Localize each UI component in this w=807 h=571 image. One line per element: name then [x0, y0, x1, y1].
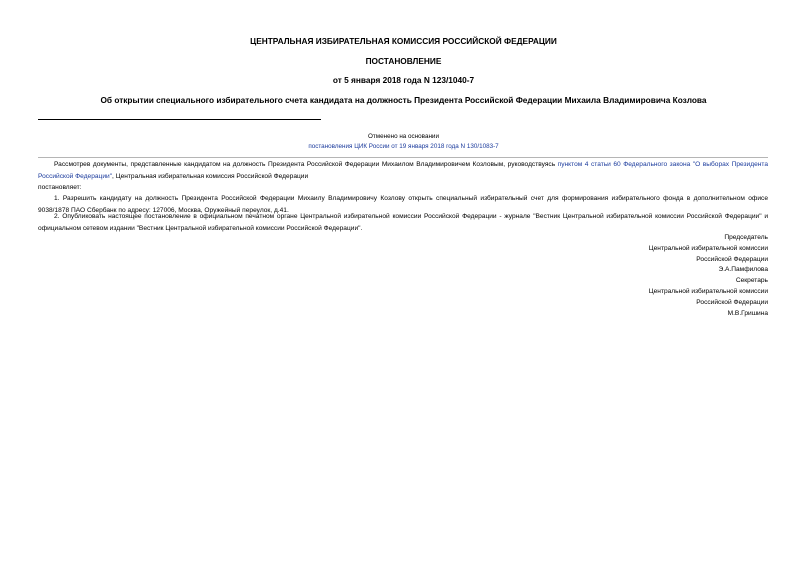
- signature-block: [568, 233, 768, 319]
- preamble-tail: , Центральная избирательная комиссия Российской Федерации: [112, 172, 309, 180]
- resolution-item-2: 2. Опубликовать настоящее постановление в официальном печатном органе Центральной избирательной комиссии Российской Федерации - журнале "Вестник Центральной избирательной комиссии Российской Федерации" и официальном сетевом издании "Вестник Центральной избирательной комиссии Российской Федерации".: [38, 213, 768, 232]
- org-heading: ЦЕНТРАЛЬНАЯ ИЗБИРАТЕЛЬНАЯ КОМИССИЯ РОССИЙСКОЙ ФЕДЕРАЦИИ: [250, 36, 557, 46]
- cancel-notice-label: Отменено на основании: [368, 133, 439, 140]
- document-title: Об открытии специального избирательного счета кандидата на должность Президента Российской Федерации Михаила Владимировича Козлова: [100, 95, 707, 105]
- chair-org-line1: Центральной избирательной комиссии: [648, 244, 768, 252]
- chair-title: Председатель: [724, 234, 768, 241]
- secretary-org-line1: Центральной избирательной комиссии: [648, 287, 768, 295]
- law-reference-link[interactable]: пунктом 4 статьи 60 Федерального закона "О выборах Президента Российской Федерации": [38, 161, 768, 180]
- resolution-item-1: 1. Разрешить кандидату на должность Президента Российской Федерации Михаилу Владимировичу Козлову открыть специальный избирательный счет для формирования избирательного фонда в дополнительном офисе 9038/1878 ПАО Сбербанк по адресу: 127006, Москва, Оружейный переулок, д.41.: [38, 195, 768, 214]
- preamble-paragraph: [38, 159, 768, 182]
- secretary-title: Секретарь: [735, 277, 768, 285]
- resolves-label: постановляет:: [38, 184, 82, 191]
- chair-name: Э.А.Памфилова: [718, 266, 768, 274]
- secretary-org-line2: Российской Федерации: [696, 298, 768, 306]
- doc-type-heading: ПОСТАНОВЛЕНИЕ: [365, 56, 442, 66]
- cancel-notice-link[interactable]: постановления ЦИК России от 19 января 2018 года N 130/1083-7: [308, 143, 499, 150]
- chair-org-line2: Российской Федерации: [696, 255, 768, 263]
- secretary-name: М.В.Гришина: [727, 309, 768, 317]
- notice-divider: [38, 157, 768, 158]
- date-number-heading: от 5 января 2018 года N 123/1040-7: [332, 75, 475, 85]
- title-divider: [38, 119, 321, 120]
- preamble-text: Рассмотрев документы, представленные кандидатом на должность Президента Российской Федерации Михаилом Владимировичем Козловым, руководствуясь: [54, 161, 558, 168]
